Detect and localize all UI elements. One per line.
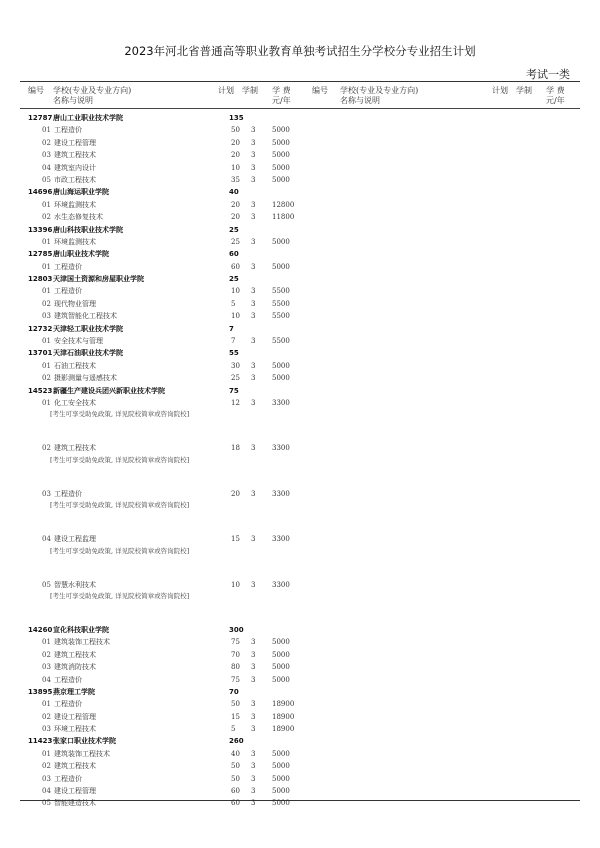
major-name: 建筑工程技术 <box>54 650 96 659</box>
major-code: 02 <box>42 299 51 308</box>
enrollment-table <box>0 112 600 810</box>
major-code: 03 <box>42 663 51 672</box>
school-plan: 260 <box>229 737 244 746</box>
major-fee: 12800 <box>272 200 295 209</box>
major-row <box>0 261 600 273</box>
major-note-text: [考生可享受助免政策, 详见院校简章或咨询院校] <box>50 455 190 464</box>
major-row <box>0 310 600 322</box>
school-name: 唐山科技职业技术学院 <box>53 225 123 234</box>
major-plan: 7 <box>231 337 236 346</box>
header-fee-line1: 学 费 <box>272 86 291 95</box>
major-code: 01 <box>42 361 51 370</box>
major-plan: 20 <box>231 200 240 209</box>
major-fee: 5000 <box>272 262 290 271</box>
major-note-text: [考生可享受助免政策, 详见院校简章或咨询院校] <box>50 546 190 555</box>
major-plan: 15 <box>231 712 240 721</box>
major-fee: 5000 <box>272 663 290 672</box>
school-code: 12785 <box>28 250 53 259</box>
major-name: 工程造价 <box>54 700 82 709</box>
major-length: 3 <box>251 287 256 296</box>
header-fee-line1-right: 学 费 <box>546 86 565 95</box>
major-plan: 75 <box>231 675 240 684</box>
major-plan: 15 <box>231 535 240 544</box>
major-note-text: [考生可享受助免政策, 详见院校简章或咨询院校] <box>50 591 190 600</box>
footer-rule <box>20 800 580 801</box>
school-name: 宣化科技职业学院 <box>53 625 109 634</box>
major-length: 3 <box>251 213 256 222</box>
major-plan: 10 <box>231 580 240 589</box>
school-plan: 25 <box>229 225 239 234</box>
page-title: 2023年河北省普通高等职业教育单独考试招生分学校分专业招生计划 <box>124 44 476 58</box>
major-plan: 40 <box>231 749 240 758</box>
major-length: 3 <box>251 580 256 589</box>
major-name: 建筑工程技术 <box>54 151 96 160</box>
school-plan: 60 <box>229 250 239 259</box>
school-code: 14260 <box>28 625 53 634</box>
major-fee: 5000 <box>272 163 290 172</box>
major-name: 工程造价 <box>54 287 82 296</box>
major-plan: 70 <box>231 650 240 659</box>
major-plan: 30 <box>231 361 240 370</box>
major-plan: 10 <box>231 163 240 172</box>
major-row <box>0 335 600 347</box>
major-length: 3 <box>251 126 256 135</box>
major-name: 工程造价 <box>54 262 82 271</box>
school-code: 12803 <box>28 275 53 284</box>
major-length: 3 <box>251 299 256 308</box>
major-name: 工程造价 <box>54 126 82 135</box>
major-code: 01 <box>42 126 51 135</box>
major-length: 3 <box>251 535 256 544</box>
header-school-line1-right: 学校(专业及专业方向) <box>340 86 419 95</box>
major-plan: 10 <box>231 287 240 296</box>
major-name: 水生态修复技术 <box>54 213 103 222</box>
major-code: 01 <box>42 638 51 647</box>
major-code: 02 <box>42 138 51 147</box>
school-name: 张家口职业技术学院 <box>53 737 116 746</box>
major-row <box>0 674 600 686</box>
major-plan: 10 <box>231 312 240 321</box>
major-fee: 5500 <box>272 312 290 321</box>
major-code: 02 <box>42 650 51 659</box>
major-plan: 60 <box>231 787 240 796</box>
major-plan: 20 <box>231 138 240 147</box>
major-name: 建设工程监理 <box>54 535 96 544</box>
major-name: 建设工程管理 <box>54 787 96 796</box>
header-code: 编号 <box>28 86 44 95</box>
major-plan: 50 <box>231 774 240 783</box>
major-plan: 12 <box>231 398 240 407</box>
major-length: 3 <box>251 749 256 758</box>
major-fee: 5000 <box>272 749 290 758</box>
school-row <box>0 248 600 260</box>
major-row <box>0 149 600 161</box>
major-row <box>0 488 600 500</box>
school-name: 新疆生产建设兵团兴新职业技术学院 <box>53 386 165 395</box>
school-code: 12732 <box>28 324 53 333</box>
major-row <box>0 649 600 661</box>
major-length: 3 <box>251 712 256 721</box>
school-plan: 7 <box>229 324 234 333</box>
major-code: 02 <box>42 213 51 222</box>
major-length: 3 <box>251 675 256 684</box>
school-plan: 135 <box>229 114 244 122</box>
major-code: 01 <box>42 287 51 296</box>
major-fee: 5000 <box>272 237 290 246</box>
major-name: 市政工程技术 <box>54 175 96 184</box>
major-row <box>0 236 600 248</box>
major-name: 建设工程管理 <box>54 712 96 721</box>
school-code: 14696 <box>28 188 53 197</box>
major-code: 02 <box>42 374 51 383</box>
school-plan: 25 <box>229 275 239 284</box>
school-plan: 55 <box>229 349 239 358</box>
major-name: 摄影测量与遥感技术 <box>54 374 117 383</box>
school-row <box>0 186 600 198</box>
major-code: 05 <box>42 799 51 808</box>
major-plan: 60 <box>231 799 240 808</box>
major-name: 建筑室内设计 <box>54 163 96 172</box>
major-code: 04 <box>42 163 51 172</box>
major-fee: 5500 <box>272 299 290 308</box>
major-length: 3 <box>251 799 256 808</box>
header-fee-line2: 元/年 <box>272 96 291 105</box>
major-length: 3 <box>251 175 256 184</box>
header-top-rule <box>20 81 580 82</box>
header-school-line1: 学校(专业及专业方向) <box>53 86 132 95</box>
major-length: 3 <box>251 237 256 246</box>
major-plan: 5 <box>231 299 236 308</box>
major-name: 建筑消防技术 <box>54 663 96 672</box>
major-code: 01 <box>42 700 51 709</box>
major-length: 3 <box>251 361 256 370</box>
major-length: 3 <box>251 163 256 172</box>
major-length: 3 <box>251 638 256 647</box>
school-name: 唐山海运职业学院 <box>53 188 109 197</box>
header-plan-right: 计划 <box>492 86 508 95</box>
major-fee: 5000 <box>272 762 290 771</box>
major-code: 01 <box>42 237 51 246</box>
major-fee: 3300 <box>272 535 290 544</box>
major-code: 03 <box>42 312 51 321</box>
school-code: 11423 <box>28 737 53 746</box>
major-fee: 5000 <box>272 138 290 147</box>
major-code: 04 <box>42 675 51 684</box>
school-code: 12787 <box>28 114 53 122</box>
header-school <box>53 86 131 106</box>
major-length: 3 <box>251 489 256 498</box>
major-row <box>0 298 600 310</box>
major-code: 01 <box>42 398 51 407</box>
major-length: 3 <box>251 312 256 321</box>
header-school-line2-right: 名称与说明 <box>340 96 380 105</box>
major-row <box>0 211 600 223</box>
school-name: 燕京理工学院 <box>53 687 95 696</box>
major-code: 04 <box>42 787 51 796</box>
school-code: 14523 <box>28 386 53 395</box>
major-plan: 20 <box>231 213 240 222</box>
header-length-right: 学制 <box>516 86 532 95</box>
major-length: 3 <box>251 762 256 771</box>
major-name: 智慧水利技术 <box>54 580 96 589</box>
major-row <box>0 372 600 384</box>
major-plan: 60 <box>231 262 240 271</box>
major-fee: 18900 <box>272 725 295 734</box>
major-fee: 5000 <box>272 638 290 647</box>
school-row <box>0 347 600 359</box>
major-row <box>0 199 600 211</box>
major-row <box>0 723 600 735</box>
school-row <box>0 112 600 124</box>
major-fee: 5500 <box>272 337 290 346</box>
major-row <box>0 661 600 673</box>
school-name: 唐山职业技术学院 <box>53 250 109 259</box>
major-row <box>0 137 600 149</box>
major-name: 建设工程管理 <box>54 138 96 147</box>
major-fee: 5000 <box>272 175 290 184</box>
major-length: 3 <box>251 444 256 453</box>
major-name: 工程造价 <box>54 489 82 498</box>
major-plan: 75 <box>231 638 240 647</box>
school-row <box>0 686 600 698</box>
major-length: 3 <box>251 337 256 346</box>
major-plan: 25 <box>231 374 240 383</box>
school-name: 天津轻工职业技术学院 <box>53 324 123 333</box>
major-code: 03 <box>42 725 51 734</box>
major-fee: 11800 <box>272 213 295 222</box>
major-plan: 50 <box>231 700 240 709</box>
major-fee: 18900 <box>272 712 295 721</box>
header-fee-right <box>546 86 565 106</box>
major-row <box>0 748 600 760</box>
major-row <box>0 636 600 648</box>
major-fee: 5500 <box>272 287 290 296</box>
school-plan: 70 <box>229 687 239 696</box>
major-plan: 18 <box>231 444 240 453</box>
school-row <box>0 323 600 335</box>
major-fee: 5000 <box>272 787 290 796</box>
school-row <box>0 224 600 236</box>
major-fee: 5000 <box>272 126 290 135</box>
major-row <box>0 360 600 372</box>
major-row <box>0 773 600 785</box>
major-length: 3 <box>251 700 256 709</box>
major-row <box>0 579 600 591</box>
major-fee: 3300 <box>272 398 290 407</box>
header-school-line2: 名称与说明 <box>53 96 93 105</box>
major-code: 02 <box>42 444 51 453</box>
header-school-right <box>340 86 418 106</box>
major-plan: 20 <box>231 151 240 160</box>
major-plan: 50 <box>231 126 240 135</box>
major-note <box>0 500 600 533</box>
major-row <box>0 711 600 723</box>
major-row <box>0 285 600 297</box>
major-name: 智能建造技术 <box>54 799 96 808</box>
major-name: 现代物业管理 <box>54 299 96 308</box>
school-name: 天津国土资源和房屋职业学院 <box>53 275 144 284</box>
major-name: 石油工程技术 <box>54 361 96 370</box>
header-bottom-rule <box>20 108 580 109</box>
major-length: 3 <box>251 200 256 209</box>
major-code: 04 <box>42 535 51 544</box>
school-row <box>0 273 600 285</box>
major-name: 建筑装饰工程技术 <box>54 749 110 758</box>
major-name: 工程造价 <box>54 675 82 684</box>
major-fee: 5000 <box>272 650 290 659</box>
major-note <box>0 591 600 624</box>
school-plan: 75 <box>229 386 239 395</box>
major-length: 3 <box>251 663 256 672</box>
major-length: 3 <box>251 374 256 383</box>
major-fee: 5000 <box>272 675 290 684</box>
major-code: 01 <box>42 200 51 209</box>
school-plan: 40 <box>229 188 239 197</box>
major-name: 建筑工程技术 <box>54 444 96 453</box>
major-fee: 5000 <box>272 774 290 783</box>
major-row <box>0 533 600 545</box>
school-row <box>0 385 600 397</box>
school-name: 唐山工业职业技术学院 <box>53 114 123 122</box>
major-note <box>0 546 600 579</box>
major-length: 3 <box>251 725 256 734</box>
major-length: 3 <box>251 262 256 271</box>
major-row <box>0 162 600 174</box>
major-row <box>0 174 600 186</box>
major-fee: 5000 <box>272 374 290 383</box>
major-length: 3 <box>251 774 256 783</box>
major-code: 03 <box>42 774 51 783</box>
major-code: 02 <box>42 712 51 721</box>
major-plan: 5 <box>231 725 236 734</box>
major-fee: 5000 <box>272 361 290 370</box>
major-fee: 5000 <box>272 151 290 160</box>
major-fee: 5000 <box>272 799 290 808</box>
school-code: 13701 <box>28 349 53 358</box>
major-plan: 25 <box>231 237 240 246</box>
major-name: 化工安全技术 <box>54 398 96 407</box>
major-length: 3 <box>251 787 256 796</box>
major-plan: 50 <box>231 762 240 771</box>
major-fee: 3300 <box>272 489 290 498</box>
major-code: 01 <box>42 749 51 758</box>
major-name: 环境工程技术 <box>54 725 96 734</box>
major-code: 05 <box>42 175 51 184</box>
major-name: 建筑装饰工程技术 <box>54 638 110 647</box>
major-row <box>0 698 600 710</box>
major-row <box>0 397 600 409</box>
major-code: 03 <box>42 489 51 498</box>
major-row <box>0 785 600 797</box>
major-plan: 20 <box>231 489 240 498</box>
header-code-right: 编号 <box>312 86 328 95</box>
header-length: 学制 <box>242 86 258 95</box>
school-plan: 300 <box>229 625 244 634</box>
school-row <box>0 624 600 636</box>
header-plan: 计划 <box>218 86 234 95</box>
major-name: 工程造价 <box>54 774 82 783</box>
major-note-text: [考生可享受助免政策, 详见院校简章或咨询院校] <box>50 501 190 510</box>
major-code: 02 <box>42 762 51 771</box>
major-length: 3 <box>251 650 256 659</box>
major-fee: 3300 <box>272 444 290 453</box>
major-length: 3 <box>251 398 256 407</box>
major-row <box>0 442 600 454</box>
major-name: 环境监测技术 <box>54 237 96 246</box>
major-plan: 35 <box>231 175 240 184</box>
major-note-text: [考生可享受助免政策, 详见院校简章或咨询院校] <box>50 410 190 419</box>
header-fee-line2-right: 元/年 <box>546 96 565 105</box>
school-code: 13396 <box>28 225 53 234</box>
major-code: 01 <box>42 262 51 271</box>
exam-category-label: 考试一类 <box>526 68 570 81</box>
major-code: 03 <box>42 151 51 160</box>
header-fee <box>272 86 291 106</box>
school-name: 天津石油职业技术学院 <box>53 349 123 358</box>
major-plan: 80 <box>231 663 240 672</box>
major-row <box>0 124 600 136</box>
major-code: 01 <box>42 337 51 346</box>
major-length: 3 <box>251 138 256 147</box>
major-length: 3 <box>251 151 256 160</box>
major-name: 安全技术与管理 <box>54 337 103 346</box>
major-note <box>0 455 600 488</box>
major-row <box>0 760 600 772</box>
school-code: 13895 <box>28 687 53 696</box>
major-fee: 18900 <box>272 700 295 709</box>
major-fee: 3300 <box>272 580 290 589</box>
major-name: 建筑工程技术 <box>54 762 96 771</box>
major-name: 环境监测技术 <box>54 200 96 209</box>
school-row <box>0 735 600 747</box>
major-name: 建筑智能化工程技术 <box>54 312 117 321</box>
major-code: 05 <box>42 580 51 589</box>
major-note <box>0 409 600 442</box>
